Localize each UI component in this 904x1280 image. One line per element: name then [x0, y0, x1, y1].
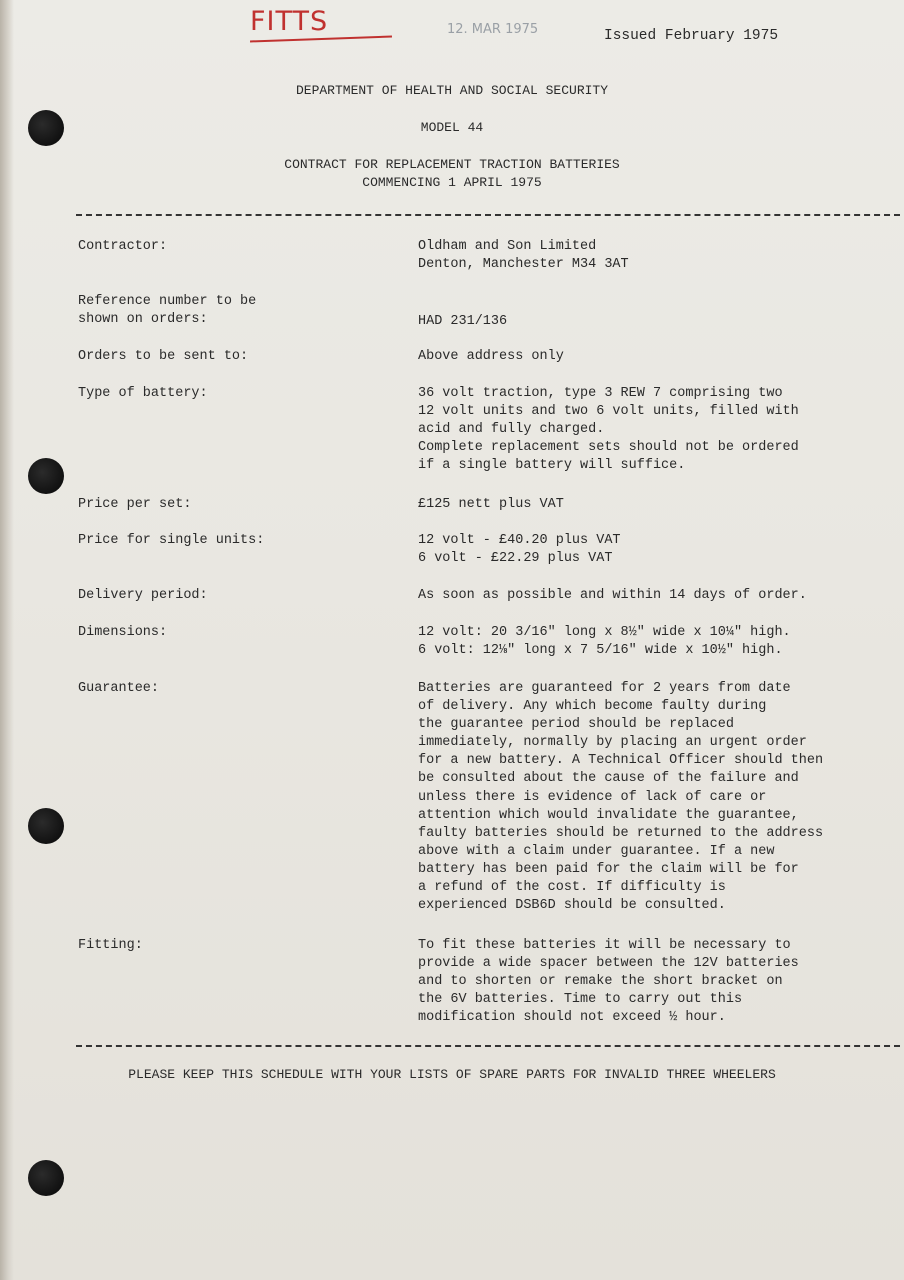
handwritten-annotation: FITTS: [250, 6, 329, 37]
orders-value: Above address only: [418, 349, 564, 364]
price-set-value: £125 nett plus VAT: [418, 497, 564, 512]
guarantee-value: Batteries are guaranteed for 2 years from date of delivery. Any which become faulty during the guarantee period should be replaced immediately, normally by placing an urgent order for a new battery. A Technical Officer should then be consulted about the cause of the failure and unless there is evidence of lack of care or attention which would invalidate the guarantee, faulty batteries should be returned to the address above with a claim under guarantee. If a new battery has been paid for the claim will be for a refund of the cost. If difficulty is experienced DSB6D should be consulted.: [418, 681, 824, 914]
battery-type-value: 36 volt traction, type 3 REW 7 comprising two 12 volt units and two 6 volt units, filled with acid and fully charged. Complete replacement sets should not be ordered if a single battery will suffice.: [418, 386, 799, 474]
delivery-label: Delivery period:: [78, 588, 208, 603]
dimensions-label: Dimensions:: [78, 625, 168, 640]
footer-notice: PLEASE KEEP THIS SCHEDULE WITH YOUR LISTS OF SPARE PARTS FOR INVALID THREE WHEELERS: [128, 1067, 776, 1082]
punch-hole: [28, 458, 64, 494]
model-number: MODEL 44: [420, 120, 484, 135]
fitting-label: Fitting:: [78, 938, 143, 953]
price-units-value: 12 volt - £40.20 plus VAT 6 volt - £22.29 plus VAT: [418, 533, 621, 567]
department-heading: DEPARTMENT OF HEALTH AND SOCIAL SECURITY: [295, 83, 609, 98]
fitting-value: To fit these batteries it will be necessary to provide a wide spacer between the 12V batteries and to shorten or remake the short bracket on the 6V batteries. Time to carry out this modification should not exceed ½ hour.: [418, 938, 799, 1026]
guarantee-label: Guarantee:: [78, 681, 160, 696]
reference-value: HAD 231/136: [418, 314, 508, 329]
contractor-label: Contractor:: [78, 239, 168, 254]
date-stamp: 12. MAR 1975: [447, 22, 539, 37]
contract-title: [0, 156, 904, 192]
page-edge: [0, 0, 14, 1280]
delivery-value: As soon as possible and within 14 days of order.: [418, 588, 807, 603]
price-set-label: Price per set:: [78, 497, 192, 512]
punch-hole: [28, 808, 64, 844]
contract-date-line: COMMENCING 1 APRIL 1975: [362, 175, 542, 190]
punch-hole: [28, 1160, 64, 1196]
reference-label: Reference number to be shown on orders:: [78, 294, 257, 327]
battery-type-label: Type of battery:: [78, 386, 208, 401]
contract-title-line: CONTRACT FOR REPLACEMENT TRACTION BATTERIES: [284, 157, 620, 172]
price-units-label: Price for single units:: [78, 533, 265, 548]
top-divider: [76, 214, 900, 216]
contractor-value: Oldham and Son Limited Denton, Manchester M34 3AT: [418, 239, 629, 273]
bottom-divider: [76, 1045, 900, 1047]
dimensions-value: 12 volt: 20 3/16" long x 8½" wide x 10¼" high. 6 volt: 12⅛" long x 7 5/16" wide x 10½" high.: [418, 625, 791, 659]
issue-date: Issued February 1975: [604, 28, 779, 44]
orders-label: Orders to be sent to:: [78, 349, 249, 364]
